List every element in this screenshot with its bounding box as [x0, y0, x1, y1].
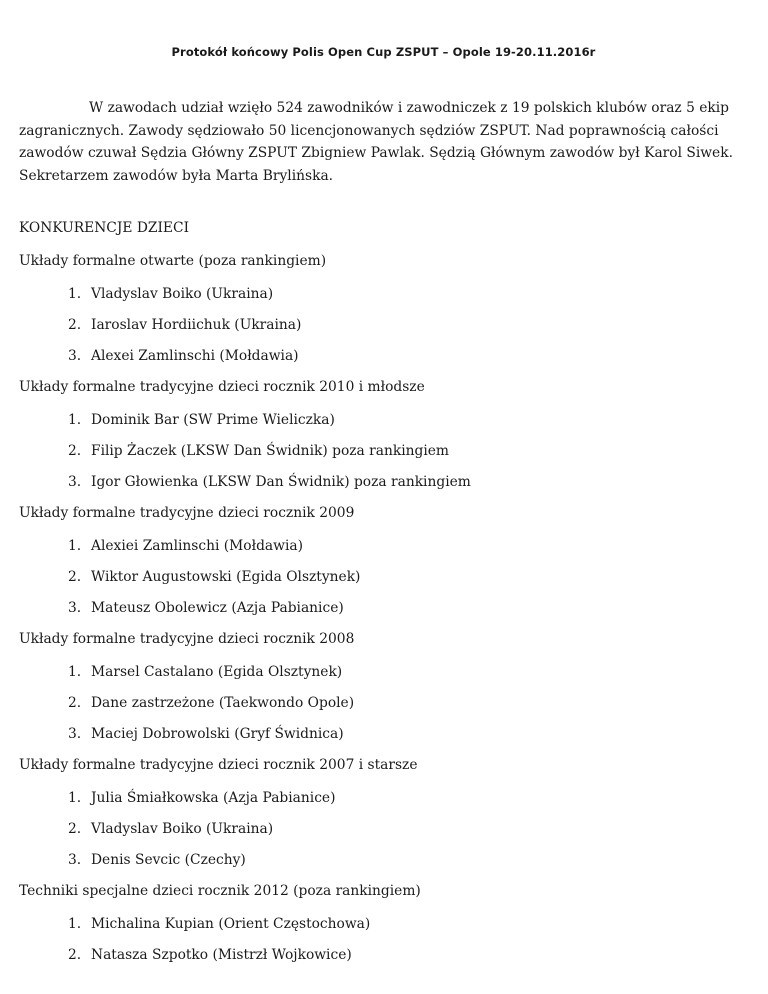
result-name: Vladyslav Boiko (Ukraina) [91, 821, 274, 837]
result-place: 1. [68, 538, 82, 554]
result-place: 2. [68, 947, 82, 963]
result-name: Filip Żaczek (LKSW Dan Świdnik) poza rankingiem [91, 443, 449, 459]
result-item [19, 947, 754, 978]
result-name: Vladyslav Boiko (Ukraina) [91, 286, 274, 302]
section-title: KONKURENCJE DZIECI [19, 220, 190, 236]
event-title: Układy formalne tradycyjne dzieci rocznik 2007 i starsze [19, 757, 418, 773]
intro-line: W zawodach udział wzięło 524 zawodników i zawodniczek z 19 polskich klubów oraz 5 ekip [89, 100, 730, 116]
event-block [19, 505, 754, 631]
result-item [19, 317, 754, 348]
result-place: 2. [68, 569, 82, 585]
result-item [19, 726, 754, 757]
event-block [19, 631, 754, 757]
result-item [19, 852, 754, 883]
result-name: Dominik Bar (SW Prime Wieliczka) [91, 412, 335, 428]
result-name: Alexei Zamlinschi (Mołdawia) [91, 348, 299, 364]
result-place: 3. [68, 600, 82, 616]
result-item [19, 538, 754, 569]
result-place: 2. [68, 695, 82, 711]
results-list [19, 664, 754, 757]
document-page [19, 0, 754, 994]
results-list [19, 286, 754, 379]
result-place: 3. [68, 348, 82, 364]
results-list [19, 790, 754, 883]
intro-paragraph [19, 97, 754, 187]
result-item [19, 569, 754, 600]
result-item [19, 916, 754, 947]
result-item [19, 348, 754, 379]
event-block [19, 253, 754, 379]
result-place: 3. [68, 726, 82, 742]
result-item [19, 443, 754, 474]
event-title: Układy formalne tradycyjne dzieci rocznik 2010 i młodsze [19, 379, 425, 395]
result-item [19, 664, 754, 695]
intro-line: zagranicznych. Zawody sędziowało 50 licencjonowanych sędziów ZSPUT. Nad poprawnością całości [19, 122, 719, 139]
result-place: 2. [68, 317, 82, 333]
result-place: 1. [68, 664, 82, 680]
result-item [19, 286, 754, 317]
result-place: 2. [68, 443, 82, 459]
result-name: Mateusz Obolewicz (Azja Pabianice) [91, 600, 344, 616]
results-list [19, 538, 754, 631]
result-name: Dane zastrzeżone (Taekwondo Opole) [91, 695, 355, 711]
event-title: Układy formalne tradycyjne dzieci rocznik 2009 [19, 505, 355, 521]
result-place: 1. [68, 286, 82, 302]
results-list [19, 916, 754, 978]
result-place: 3. [68, 474, 82, 490]
result-name: Julia Śmiałkowska (Azja Pabianice) [91, 790, 336, 806]
intro-line: Sekretarzem zawodów była Marta Brylińska. [19, 167, 334, 184]
event-title: Układy formalne tradycyjne dzieci rocznik 2008 [19, 631, 355, 647]
result-item [19, 474, 754, 505]
result-place: 1. [68, 412, 82, 428]
result-place: 3. [68, 852, 82, 868]
result-place: 1. [68, 790, 82, 806]
result-name: Igor Głowienka (LKSW Dan Świdnik) poza rankingiem [91, 474, 471, 490]
event-title: Układy formalne otwarte (poza rankingiem) [19, 253, 327, 269]
result-name: Natasza Szpotko (Mistrzł Wojkowice) [91, 947, 352, 963]
result-name: Alexiei Zamlinschi (Mołdawia) [91, 538, 303, 554]
event-block [19, 379, 754, 505]
event-block [19, 757, 754, 883]
event-title: Techniki specjalne dzieci rocznik 2012 (poza rankingiem) [19, 883, 421, 899]
events-list [19, 253, 754, 978]
intro-line: zawodów czuwał Sędzia Główny ZSPUT Zbigniew Pawlak. Sędzią Głównym zawodów był Karol Siwek. [19, 145, 733, 161]
result-item [19, 821, 754, 852]
result-name: Maciej Dobrowolski (Gryf Świdnica) [91, 726, 344, 742]
results-list [19, 412, 754, 505]
result-name: Denis Sevcic (Czechy) [91, 852, 246, 868]
result-item [19, 695, 754, 726]
document-title: Protokół końcowy Polis Open Cup ZSPUT – Opole 19-20.11.2016r [171, 45, 596, 59]
result-item [19, 790, 754, 821]
result-place: 1. [68, 916, 82, 932]
result-name: Marsel Castalano (Egida Olsztynek) [91, 664, 343, 680]
result-item [19, 600, 754, 631]
result-name: Iaroslav Hordiichuk (Ukraina) [91, 317, 302, 333]
result-item [19, 412, 754, 443]
result-name: Wiktor Augustowski (Egida Olsztynek) [91, 569, 361, 585]
result-name: Michalina Kupian (Orient Częstochowa) [91, 916, 371, 932]
result-place: 2. [68, 821, 82, 837]
event-block [19, 883, 754, 978]
